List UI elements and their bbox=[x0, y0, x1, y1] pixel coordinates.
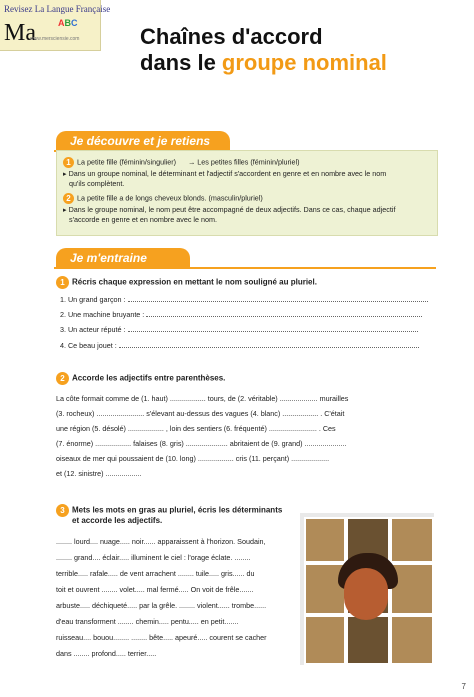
discover-line-3: qu'ils complètent. bbox=[69, 179, 125, 188]
discover-line-4: 2 La petite fille a de longs cheveux blonds. (masculin/pluriel) bbox=[63, 193, 263, 204]
exercise-1-item-3: 3. Un acteur réputé : bbox=[60, 325, 418, 335]
logo-tagline: Revisez La Langue Française bbox=[4, 4, 111, 14]
discover-line-2: ▸ Dans un groupe nominal, le déterminant et l'adjectif s'accordent en genre et en nombre avec le nom bbox=[63, 169, 387, 178]
exercise-1-item-4: 4. Ce beau jouet : bbox=[60, 341, 419, 351]
site-logo bbox=[0, 0, 111, 51]
logo-url: www.mersciensie.com bbox=[30, 36, 80, 42]
exercise-2-instruction: 2 Accorde les adjectifs entre parenthèses. bbox=[56, 372, 225, 385]
answer-line[interactable] bbox=[146, 310, 422, 317]
discover-line-5: ▸ Dans le groupe nominal, le nom peut être accompagné de deux adjectifs. Dans ce cas, chaque adjectif bbox=[63, 205, 396, 214]
window-pane bbox=[390, 615, 434, 665]
title-line-1: Chaînes d'accord bbox=[140, 24, 323, 49]
exercise-1-item-1: 1. Un grand garçon : bbox=[60, 295, 428, 305]
exercise-1-instruction: 1 Récris chaque expression en mettant le nom souligné au pluriel. bbox=[56, 276, 317, 289]
discover-number-2: 2 bbox=[63, 193, 74, 204]
exercise-3-line-5: arbuste..... déchiqueté..... par la grêle. ........ violent...... trombe...... bbox=[56, 601, 267, 610]
window-pane bbox=[390, 517, 434, 563]
child-face bbox=[344, 568, 388, 620]
exercise-3-line-8: dans ........ profond..... terrier..... bbox=[56, 649, 157, 658]
exercise-3-line-1: ........ lourd.... nuage..... noir...... apparaissent à l'horizon. Soudain, bbox=[56, 537, 266, 546]
exercise-2-line-6: et (12. sinistre) .................. bbox=[56, 469, 142, 478]
answer-line[interactable] bbox=[128, 325, 418, 332]
exercise-2-line-1: La côte formait comme de (1. haut) .................. tours, de (2. véritable) ................... murailles bbox=[56, 394, 349, 403]
discover-line-1: 1 La petite fille (féminin/singulier) → Les petites filles (féminin/pluriel) bbox=[63, 157, 300, 168]
exercise-3-instruction-1: 3 Mets les mots en gras au pluriel, écris les déterminants bbox=[56, 504, 282, 517]
train-heading: Je m'entraine bbox=[56, 248, 190, 268]
exercise-1-number: 1 bbox=[56, 276, 69, 289]
exercise-3-line-3: terrible..... rafale..... de vent arrachent ........ tuile..... gris...... du bbox=[56, 569, 255, 578]
exercise-2-line-4: (7. énorme) .................. falaises (8. gris) ..................... abritaient de (9. grand) ..................... bbox=[56, 439, 347, 448]
window-pane bbox=[304, 517, 346, 563]
answer-line[interactable] bbox=[128, 295, 428, 302]
title-highlight: groupe nominal bbox=[221, 50, 387, 75]
page-title bbox=[140, 24, 387, 76]
answer-line[interactable] bbox=[119, 341, 419, 348]
exercise-3-number: 3 bbox=[56, 504, 69, 517]
discover-heading: Je découvre et je retiens bbox=[56, 131, 230, 151]
exercise-3-line-4: toit et ouvrent ........ volet..... mal fermé..... On voit de frêle....... bbox=[56, 585, 254, 594]
discover-line-6: s'accorde en genre et en nombre avec le nom. bbox=[69, 215, 218, 224]
exercise-2-number: 2 bbox=[56, 372, 69, 385]
discover-number-1: 1 bbox=[63, 157, 74, 168]
exercise-2-line-3: une région (5. désolé) .................. , loin des sentiers (6. fréquenté) ........................ . Ces bbox=[56, 424, 336, 433]
title-line-2: dans le groupe nominal bbox=[140, 50, 387, 75]
discover-box bbox=[56, 150, 438, 236]
exercise-3-line-7: ruisseau.... bouou........ ........ bête..... apeuré..... courent se cacher bbox=[56, 633, 267, 642]
exercise-3-instruction-2: et accorde les adjectifs. bbox=[72, 516, 163, 525]
window-illustration bbox=[300, 513, 434, 665]
window-pane bbox=[346, 615, 390, 665]
window-pane bbox=[304, 615, 346, 665]
logo-mark: Ma bbox=[4, 20, 36, 46]
window-pane bbox=[390, 563, 434, 615]
train-divider bbox=[54, 267, 436, 269]
page-number: 7 bbox=[461, 682, 466, 691]
exercise-1-item-2: 2. Une machine bruyante : bbox=[60, 310, 422, 320]
exercise-2-line-5: oiseaux de mer qui poussaient de (10. long) .................. cris (11. perçant) ................... bbox=[56, 454, 330, 463]
exercise-3-line-2: ........ grand.... éclair..... illuminent le ciel : l'orage éclate. ........ bbox=[56, 553, 251, 562]
exercise-2-line-2: (3. rocheux) ........................ s'élevant au-dessus des vagues (4. blanc) .................. . C'était bbox=[56, 409, 345, 418]
logo-abc-letters: ABC bbox=[58, 18, 78, 28]
exercise-3-line-6: d'eau transforment ........ chemin..... pentu..... en petit....... bbox=[56, 617, 239, 626]
